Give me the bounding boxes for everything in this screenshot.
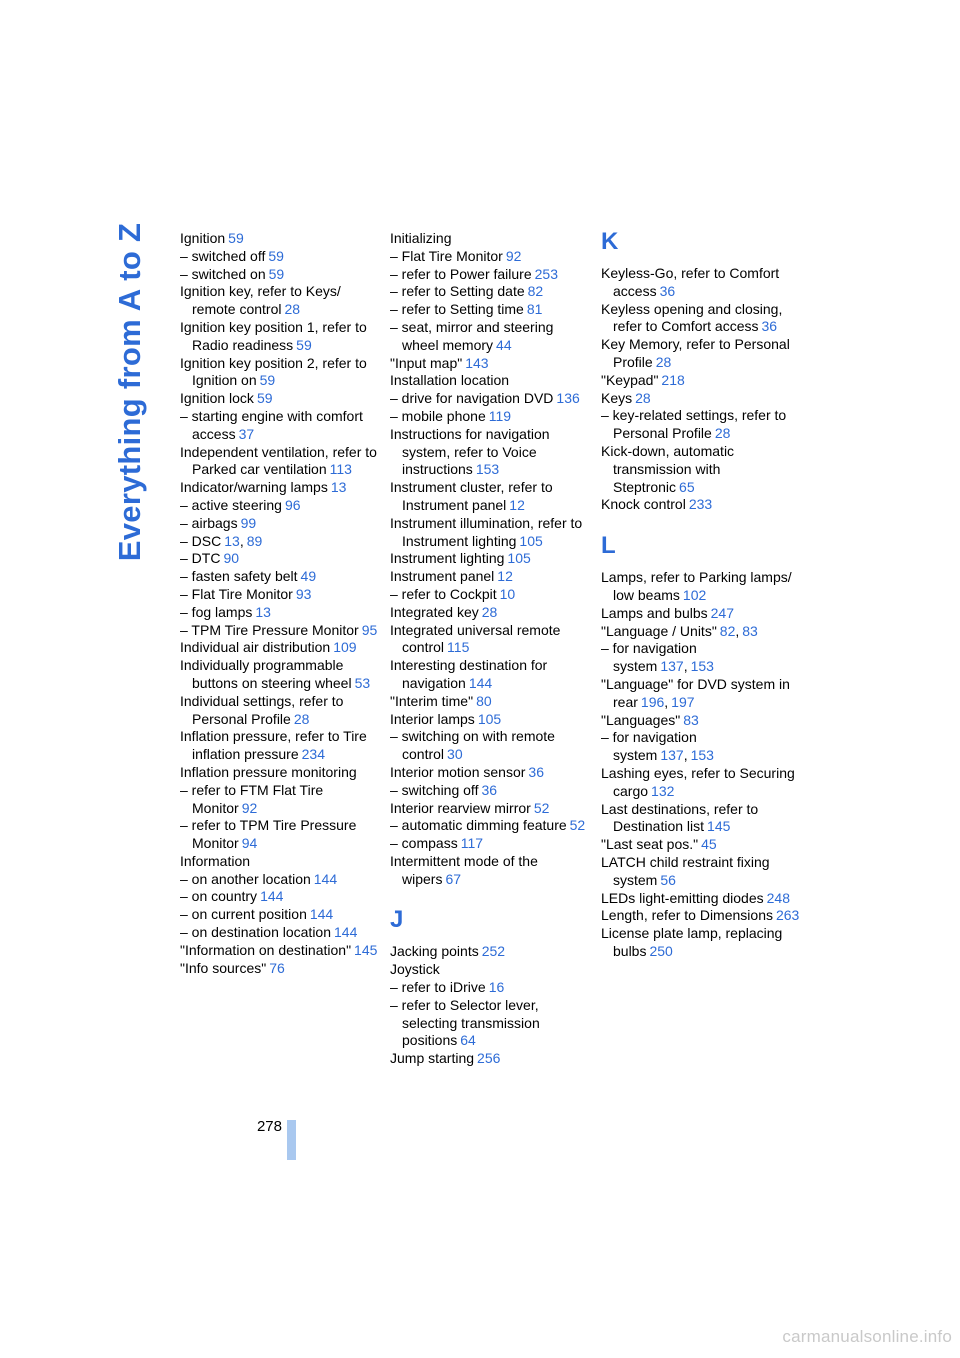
index-entry-text: – fog lamps xyxy=(180,603,253,620)
index-entry-text: – compass xyxy=(390,835,458,852)
index-entry xyxy=(390,853,590,889)
page-ref-link[interactable]: 153 xyxy=(690,658,714,675)
index-entry-text: Initializing xyxy=(390,230,452,246)
index-entry-text: Knock control xyxy=(601,496,686,513)
page-ref-link[interactable]: 248 xyxy=(766,889,790,906)
index-entry-text: Key Memory, refer to Personal Profile xyxy=(601,336,790,370)
index-entry-text: LATCH child restraint fixing system xyxy=(601,853,770,888)
page-ref-link[interactable]: 95 xyxy=(361,621,378,638)
page-ref-link[interactable]: 59 xyxy=(259,372,276,389)
side-title xyxy=(108,222,152,562)
index-entry-text: Interesting destination for navigation xyxy=(390,657,548,691)
index-entry xyxy=(390,997,590,1050)
page-ref-link[interactable]: 117 xyxy=(460,835,484,852)
index-entry-text: – TPM Tire Pressure Monitor xyxy=(180,621,359,638)
index-entry xyxy=(180,657,380,693)
index-entry xyxy=(180,497,380,515)
index-entry-text: Individually programmable buttons on steering wheel xyxy=(180,657,352,691)
index-entry xyxy=(601,265,801,301)
index-entry xyxy=(390,764,590,782)
index-entry-text: Instrument lighting xyxy=(390,550,505,567)
index-entry-text: Independent ventilation, refer to Parked car ventilation xyxy=(180,443,377,478)
index-entry xyxy=(390,622,590,658)
index-entry xyxy=(180,728,380,764)
index-entry xyxy=(390,693,590,711)
index-entry-text: Jump starting xyxy=(390,1050,475,1067)
page-ref-link[interactable]: 12 xyxy=(509,496,525,513)
index-entry xyxy=(601,836,801,854)
index-entry xyxy=(390,426,590,479)
watermark: carmanualsonline.info xyxy=(782,1327,952,1346)
index-entry-text: Integrated universal remote control xyxy=(390,621,561,656)
index-entry xyxy=(180,230,380,248)
index-entry-text: – refer to Setting date xyxy=(390,283,525,300)
index-entry xyxy=(601,372,801,390)
index-entry xyxy=(601,443,801,496)
index-entry xyxy=(390,657,590,693)
page-ref-link[interactable]: 105 xyxy=(477,710,502,727)
index-entry xyxy=(390,711,590,729)
index-entry-text: Interior motion sensor xyxy=(390,763,526,780)
page-ref-link[interactable]: 12 xyxy=(497,568,513,585)
page-ref-link[interactable]: 105 xyxy=(519,532,543,549)
index-entry xyxy=(390,979,590,997)
index-entry xyxy=(180,906,380,924)
page-ref-link[interactable]: 28 xyxy=(714,425,731,442)
page-ref-link[interactable]: 252 xyxy=(481,943,506,960)
page-ref-link[interactable]: 28 xyxy=(481,603,498,620)
index-entry-text: – switched on xyxy=(180,265,266,282)
index-entry-text: – fasten safety belt xyxy=(180,568,298,585)
index-entry xyxy=(390,283,590,301)
index-entry-text: – switching on with remote control xyxy=(390,728,555,763)
index-entry-text: Jacking points xyxy=(390,943,479,960)
index-entry-text: – refer to Cockpit xyxy=(390,585,497,602)
index-entry-text: Keys xyxy=(601,389,633,406)
index-entry-text: Ignition lock xyxy=(180,390,254,407)
page-ref-link[interactable]: 256 xyxy=(477,1050,501,1067)
page-ref-link[interactable]: 83 xyxy=(742,622,758,639)
index-entry xyxy=(390,248,590,266)
index-entry-text: – DSC xyxy=(180,532,222,549)
page-ref-link[interactable]: 144 xyxy=(468,674,493,691)
index-entry xyxy=(390,604,590,622)
index-entry-text: Interior rearview mirror xyxy=(390,799,531,816)
index-entry-text: Lashing eyes, refer to Securing cargo xyxy=(601,764,795,799)
page-ref-link[interactable]: 96 xyxy=(284,496,301,513)
index-entry-text: Kick-down, automatic transmission with Steptronic xyxy=(601,442,735,495)
index-entry xyxy=(180,782,380,818)
index-entry-text: Indicator/warning lamps xyxy=(180,479,328,496)
page-ref-link[interactable]: 82 xyxy=(527,283,544,300)
index-entry-text: – switched off xyxy=(180,247,266,264)
index-entry xyxy=(390,835,590,853)
page-ref-link[interactable]: 145 xyxy=(707,818,731,835)
page-ref-link[interactable]: 233 xyxy=(688,496,713,513)
index-entry-text: Ignition xyxy=(180,230,226,246)
index-entry xyxy=(180,817,380,853)
index-entry-text: – refer to Power failure xyxy=(390,265,532,282)
page-ref-link[interactable]: 13 xyxy=(330,479,347,496)
index-entry-text: Last destinations, refer to Destination list xyxy=(601,800,759,835)
page-ref-link[interactable]: 145 xyxy=(354,941,378,958)
page-ref-link[interactable]: 37 xyxy=(238,425,255,442)
ref-separator: , xyxy=(239,532,244,549)
index-entry xyxy=(601,925,801,961)
index-entry-text: Lamps, refer to Parking lamps/ low beams xyxy=(601,569,792,603)
index-entry-text: Intermittent mode of the wipers xyxy=(390,852,538,887)
index-entry xyxy=(180,622,380,640)
index-entry-text: – refer to iDrive xyxy=(390,979,486,996)
index-entry xyxy=(601,676,801,712)
index-entry xyxy=(180,533,380,551)
index-entry xyxy=(180,853,380,871)
index-entry-text: Installation location xyxy=(390,372,510,389)
index-entry xyxy=(390,943,590,961)
page-ref-link[interactable]: 83 xyxy=(683,711,699,728)
page-ref-link[interactable]: 82 xyxy=(719,622,736,639)
page-ref-link[interactable]: 13 xyxy=(224,532,240,549)
ref-separator: , xyxy=(683,747,688,764)
page-ref-link[interactable]: 36 xyxy=(659,282,676,299)
index-entry xyxy=(390,301,590,319)
page-ref-link[interactable]: 13 xyxy=(255,603,271,620)
index-entry-text: Instrument cluster, refer to Instrument panel xyxy=(390,479,553,513)
section-letter: K xyxy=(601,228,619,255)
index-entry xyxy=(601,890,801,908)
page-ref-link[interactable]: 36 xyxy=(761,318,778,335)
index-entry xyxy=(601,605,801,623)
index-entry xyxy=(390,230,590,248)
index-entry xyxy=(180,960,380,978)
index-entry xyxy=(601,907,801,925)
index-entry xyxy=(390,586,590,604)
page-ref-link[interactable]: 247 xyxy=(710,604,734,621)
ref-separator: , xyxy=(735,622,740,639)
section-letter: L xyxy=(601,532,616,560)
page-ref-link[interactable]: 28 xyxy=(293,710,310,727)
index-entry xyxy=(601,336,801,372)
index-entry xyxy=(390,319,590,355)
page-ref-link[interactable]: 137 xyxy=(660,747,684,764)
page-ref-link[interactable]: 105 xyxy=(507,550,531,567)
index-entry-text: LEDs light-emitting diodes xyxy=(601,889,764,906)
index-column-2 xyxy=(390,230,590,1068)
index-entry-text: Ignition key, refer to Keys/ remote control xyxy=(180,283,341,318)
index-entry-text: "Last seat pos." xyxy=(601,836,699,853)
index-entry-text: – seat, mirror and steering wheel memory xyxy=(390,318,554,353)
page-number: 278 xyxy=(256,1118,282,1135)
index-entry xyxy=(601,801,801,837)
index-entry-text: "Language" for DVD system in rear xyxy=(601,675,790,710)
index-entry xyxy=(180,924,380,942)
index-entry xyxy=(390,728,590,764)
page-ref-link[interactable]: 144 xyxy=(313,870,338,887)
index-entry-text: – for navigation system xyxy=(601,729,697,764)
page-ref-link[interactable]: 81 xyxy=(526,301,543,318)
index-entry xyxy=(180,283,380,319)
index-entry xyxy=(180,604,380,622)
index-entry xyxy=(390,550,590,568)
index-entry-text: "Info sources" xyxy=(180,959,267,976)
index-entry xyxy=(180,408,380,444)
index-entry xyxy=(180,639,380,657)
page-ref-link[interactable]: 10 xyxy=(499,585,516,602)
index-entry-text: Information xyxy=(180,852,251,869)
index-entry xyxy=(180,319,380,355)
page-ref-link[interactable]: 59 xyxy=(268,265,285,282)
index-entry-text: Individual air distribution xyxy=(180,639,331,656)
index-entry-text: – active steering xyxy=(180,496,282,513)
ref-separator: , xyxy=(664,693,669,710)
index-entry xyxy=(601,407,801,443)
index-entry-text: License plate lamp, replacing bulbs xyxy=(601,925,783,959)
index-entry xyxy=(180,871,380,889)
page-ref-link[interactable]: 137 xyxy=(660,658,684,675)
index-entry-text: "Languages" xyxy=(601,711,681,728)
index-entry xyxy=(390,408,590,426)
index-entry-text: Ignition key position 2, refer to Ignition on xyxy=(180,354,367,389)
page-ref-link[interactable]: 143 xyxy=(465,354,489,371)
index-entry-text: "Input map" xyxy=(390,354,463,371)
index-entry xyxy=(180,390,380,408)
page-ref-link[interactable]: 52 xyxy=(533,799,550,816)
page-ref-link[interactable]: 80 xyxy=(476,692,492,709)
page-ref-link[interactable]: 113 xyxy=(329,461,352,478)
index-entry xyxy=(390,515,590,551)
page-ref-link[interactable]: 234 xyxy=(301,746,325,763)
index-entry xyxy=(601,569,801,605)
index-entry-text: Lamps and bulbs xyxy=(601,604,708,621)
page-ref-link[interactable]: 144 xyxy=(309,906,334,923)
index-entry xyxy=(390,568,590,586)
page-ref-link[interactable]: 92 xyxy=(241,799,258,816)
index-entry-text: Inflation pressure monitoring xyxy=(180,763,357,780)
page-ref-link[interactable]: 28 xyxy=(655,353,672,370)
page-ref-link[interactable]: 64 xyxy=(460,1032,476,1049)
index-entry xyxy=(180,888,380,906)
index-entry xyxy=(390,800,590,818)
index-entry xyxy=(180,355,380,391)
index-column-3 xyxy=(601,230,801,961)
page-ref-link[interactable]: 53 xyxy=(354,674,371,691)
index-entry-text: "Interim time" xyxy=(390,692,474,709)
page-ref-link[interactable]: 52 xyxy=(569,817,586,834)
index-entry-text: "Information on destination" xyxy=(180,941,352,958)
index-entry-text: – automatic dimming feature xyxy=(390,817,567,834)
index-entry-text: – refer to TPM Tire Pressure Monitor xyxy=(180,817,357,852)
index-entry-text: – on another location xyxy=(180,870,311,887)
index-entry-text: Individual settings, refer to Personal Profile xyxy=(180,692,344,727)
page-ref-link[interactable]: 253 xyxy=(534,265,558,282)
index-entry-text: – on country xyxy=(180,888,258,905)
index-entry-text: Length, refer to Dimensions xyxy=(601,907,773,924)
page-ref-link[interactable]: 28 xyxy=(284,301,301,318)
index-entry xyxy=(601,712,801,730)
side-title-text: Everything from A to Z xyxy=(112,222,147,562)
index-entry xyxy=(390,355,590,373)
index-entry-text: Instructions for navigation system, refer to Voice instructions xyxy=(390,425,550,478)
page-ref-link[interactable]: 94 xyxy=(241,835,258,852)
index-entry-text: Instrument illumination, refer to Instrument lighting xyxy=(390,514,583,549)
page-ref-link[interactable]: 59 xyxy=(296,336,312,353)
index-entry-text: – on current position xyxy=(180,906,307,923)
index-entry xyxy=(390,961,590,979)
index-entry xyxy=(601,729,801,765)
page-ref-link[interactable]: 250 xyxy=(649,942,673,959)
page-ref-link[interactable]: 144 xyxy=(334,924,358,941)
page-ref-link[interactable]: 196 xyxy=(640,693,665,710)
page-ref-link[interactable]: 92 xyxy=(505,247,522,264)
index-entry-text: Integrated key xyxy=(390,603,479,620)
index-entry xyxy=(180,515,380,533)
page-ref-link[interactable]: 136 xyxy=(556,390,580,407)
page-ref-link[interactable]: 36 xyxy=(528,763,544,780)
page-ref-link[interactable]: 144 xyxy=(260,888,284,905)
index-entry-text: – refer to Selector lever, selecting transmission positions xyxy=(390,996,540,1049)
index-entry-text: – starting engine with comfort access xyxy=(180,407,363,442)
index-entry xyxy=(601,623,801,641)
index-entry-text: Keyless opening and closing, refer to Comfort access xyxy=(601,300,783,335)
index-entry-text: – switching off xyxy=(390,781,479,798)
page-ref-link[interactable]: 49 xyxy=(300,568,317,585)
index-entry-text: – refer to FTM Flat Tire Monitor xyxy=(180,781,324,816)
index-entry-text: Ignition key position 1, refer to Radio readiness xyxy=(180,318,367,353)
index-entry xyxy=(180,693,380,729)
index-entry xyxy=(180,568,380,586)
index-entry xyxy=(601,496,801,514)
index-entry-text: "Language / Units" xyxy=(601,622,717,639)
index-entry xyxy=(180,764,380,782)
index-entry-text: – airbags xyxy=(180,514,238,531)
page-ref-link[interactable]: 132 xyxy=(651,782,675,799)
index-entry-text: – key-related settings, refer to Personal Profile xyxy=(601,407,787,442)
page-ref-link[interactable]: 76 xyxy=(269,959,285,976)
page-ref-link[interactable]: 89 xyxy=(246,532,263,549)
index-column-1 xyxy=(180,230,380,977)
page-ref-link[interactable]: 44 xyxy=(496,336,512,353)
page-ref-link[interactable]: 59 xyxy=(256,390,273,407)
page-ref-link[interactable]: 197 xyxy=(671,693,695,710)
index-entry xyxy=(180,586,380,604)
page-number-bar xyxy=(287,1120,296,1160)
index-entry-text: Inflation pressure, refer to Tire inflation pressure xyxy=(180,728,367,763)
page-ref-link[interactable]: 115 xyxy=(447,639,470,656)
index-entry xyxy=(390,266,590,284)
index-entry xyxy=(180,248,380,266)
index-entry-text: – mobile phone xyxy=(390,407,486,424)
index-entry xyxy=(180,550,380,568)
index-entry xyxy=(180,266,380,284)
index-entry-text: – Flat Tire Monitor xyxy=(390,247,503,264)
index-entry xyxy=(390,817,590,835)
page-ref-link[interactable]: 153 xyxy=(475,461,500,478)
index-entry-text: – on destination location xyxy=(180,924,331,941)
index-entry-text: – refer to Setting time xyxy=(390,301,524,318)
index-entry xyxy=(601,854,801,890)
ref-separator: , xyxy=(683,658,688,675)
page-ref-link[interactable]: 16 xyxy=(488,979,505,996)
page-ref-link[interactable]: 90 xyxy=(223,550,240,567)
page-ref-link[interactable]: 28 xyxy=(635,389,651,406)
page-ref-link[interactable]: 102 xyxy=(682,586,707,603)
index-entry xyxy=(601,640,801,676)
index-entry-text: Joystick xyxy=(390,961,440,978)
page-ref-link[interactable]: 93 xyxy=(295,585,312,602)
page-ref-link[interactable]: 59 xyxy=(228,230,244,246)
index-entry xyxy=(390,372,590,390)
index-entry xyxy=(601,301,801,337)
index-entry-text: Instrument panel xyxy=(390,568,495,585)
page-ref-link[interactable]: 65 xyxy=(679,478,695,495)
index-entry-text: – DTC xyxy=(180,550,221,567)
page-ref-link[interactable]: 67 xyxy=(445,870,462,887)
page-ref-link[interactable]: 153 xyxy=(690,747,714,764)
index-entry-text: – drive for navigation DVD xyxy=(390,390,554,407)
index-entry xyxy=(601,390,801,408)
page-ref-link[interactable]: 119 xyxy=(488,407,512,424)
page-ref-link[interactable]: 263 xyxy=(775,907,800,924)
page-ref-link[interactable]: 30 xyxy=(447,746,463,763)
index-entry xyxy=(180,479,380,497)
index-entry-text: – Flat Tire Monitor xyxy=(180,585,293,602)
index-entry xyxy=(601,765,801,801)
page-ref-link[interactable]: 59 xyxy=(268,247,284,264)
index-entry xyxy=(390,479,590,515)
page-ref-link[interactable]: 56 xyxy=(660,871,676,888)
page-ref-link[interactable]: 36 xyxy=(481,781,498,798)
index-entry xyxy=(390,1050,590,1068)
index-entry-text: – for navigation system xyxy=(601,640,697,675)
index-entry xyxy=(390,390,590,408)
index-entry xyxy=(180,444,380,480)
index-entry-text: Keyless-Go, refer to Comfort access xyxy=(601,265,780,299)
section-letter: J xyxy=(390,906,404,934)
page-ref-link[interactable]: 218 xyxy=(661,371,685,388)
index-entry-text: "Keypad" xyxy=(601,371,659,388)
page-ref-link[interactable]: 99 xyxy=(240,514,257,531)
page-ref-link[interactable]: 109 xyxy=(333,639,357,656)
page-ref-link[interactable]: 45 xyxy=(701,836,717,853)
index-entry xyxy=(390,782,590,800)
index-entry-text: Interior lamps xyxy=(390,710,475,727)
index-entry xyxy=(180,942,380,960)
